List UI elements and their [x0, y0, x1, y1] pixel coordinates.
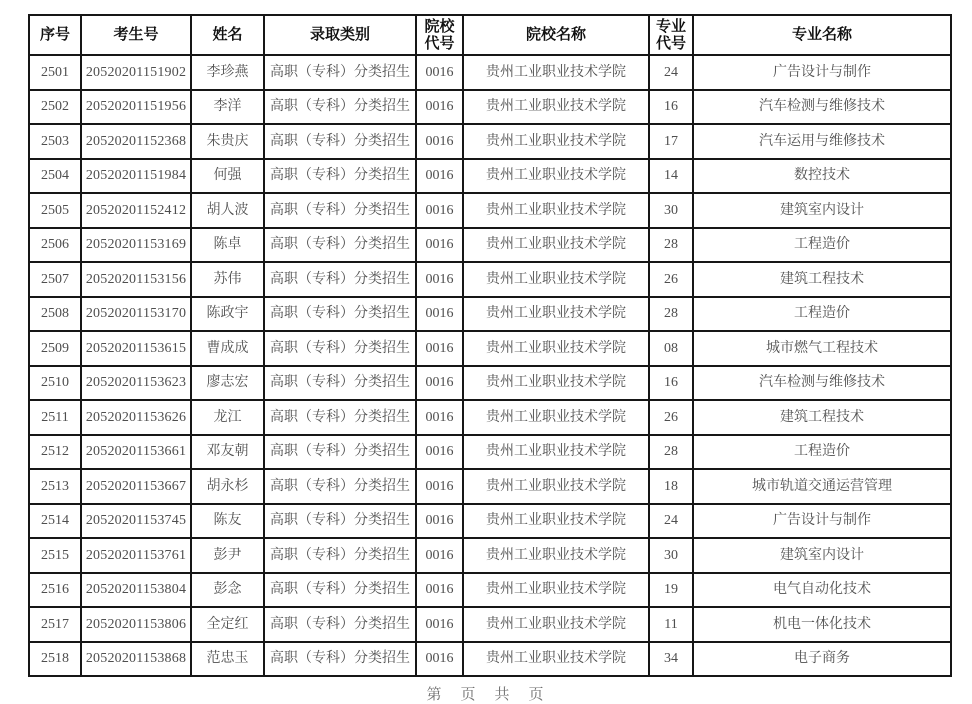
cell-seq: 2501 — [29, 55, 81, 90]
cell-name: 胡人波 — [191, 193, 264, 228]
cell-category: 高职（专科）分类招生 — [264, 400, 416, 435]
cell-college-name: 贵州工业职业技术学院 — [463, 469, 649, 504]
page-footer: 第 页 共 页 — [426, 687, 546, 703]
cell-seq: 2516 — [29, 573, 81, 608]
cell-major-name: 建筑工程技术 — [693, 400, 951, 435]
admission-list-table — [28, 14, 952, 677]
cell-category: 高职（专科）分类招生 — [264, 607, 416, 642]
cell-college-name: 贵州工业职业技术学院 — [463, 55, 649, 90]
cell-major-name: 汽车检测与维修技术 — [693, 90, 951, 125]
cell-major-code: 26 — [649, 262, 693, 297]
cell-exam-no: 20520201153615 — [81, 331, 191, 366]
cell-category: 高职（专科）分类招生 — [264, 435, 416, 470]
table-row — [29, 331, 951, 366]
cell-name: 何强 — [191, 159, 264, 194]
cell-college-name: 贵州工业职业技术学院 — [463, 366, 649, 401]
cell-college-code: 0016 — [416, 90, 463, 125]
cell-college-name: 贵州工业职业技术学院 — [463, 262, 649, 297]
cell-category: 高职（专科）分类招生 — [264, 538, 416, 573]
cell-category: 高职（专科）分类招生 — [264, 331, 416, 366]
cell-major-name: 广告设计与制作 — [693, 504, 951, 539]
cell-exam-no: 20520201153661 — [81, 435, 191, 470]
table-row — [29, 262, 951, 297]
cell-college-code: 0016 — [416, 124, 463, 159]
cell-college-code: 0016 — [416, 504, 463, 539]
cell-category: 高职（专科）分类招生 — [264, 262, 416, 297]
table-row — [29, 469, 951, 504]
cell-college-code: 0016 — [416, 262, 463, 297]
table-row — [29, 607, 951, 642]
column-header-name: 姓名 — [191, 15, 264, 55]
cell-major-code: 28 — [649, 228, 693, 263]
column-header-major-code: 专业代号 — [649, 15, 693, 55]
cell-college-code: 0016 — [416, 573, 463, 608]
cell-category: 高职（专科）分类招生 — [264, 297, 416, 332]
cell-name: 彭尹 — [191, 538, 264, 573]
cell-major-name: 建筑室内设计 — [693, 193, 951, 228]
cell-exam-no: 20520201153667 — [81, 469, 191, 504]
cell-college-name: 贵州工业职业技术学院 — [463, 90, 649, 125]
cell-category: 高职（专科）分类招生 — [264, 573, 416, 608]
cell-major-code: 34 — [649, 642, 693, 677]
cell-major-code: 16 — [649, 366, 693, 401]
cell-name: 李珍燕 — [191, 55, 264, 90]
cell-name: 陈政宇 — [191, 297, 264, 332]
cell-exam-no: 20520201153868 — [81, 642, 191, 677]
cell-name: 陈友 — [191, 504, 264, 539]
cell-college-name: 贵州工业职业技术学院 — [463, 642, 649, 677]
table-row — [29, 573, 951, 608]
table-row — [29, 159, 951, 194]
cell-major-code: 14 — [649, 159, 693, 194]
cell-major-code: 19 — [649, 573, 693, 608]
cell-seq: 2506 — [29, 228, 81, 263]
cell-exam-no: 20520201151956 — [81, 90, 191, 125]
header-row — [29, 15, 951, 55]
cell-exam-no: 20520201152368 — [81, 124, 191, 159]
cell-category: 高职（专科）分类招生 — [264, 642, 416, 677]
cell-college-name: 贵州工业职业技术学院 — [463, 193, 649, 228]
cell-exam-no: 20520201151984 — [81, 159, 191, 194]
cell-exam-no: 20520201153169 — [81, 228, 191, 263]
cell-name: 陈卓 — [191, 228, 264, 263]
cell-exam-no: 20520201153761 — [81, 538, 191, 573]
cell-major-name: 建筑室内设计 — [693, 538, 951, 573]
cell-exam-no: 20520201153806 — [81, 607, 191, 642]
cell-seq: 2503 — [29, 124, 81, 159]
cell-college-code: 0016 — [416, 55, 463, 90]
table-row — [29, 90, 951, 125]
cell-major-code: 17 — [649, 124, 693, 159]
cell-category: 高职（专科）分类招生 — [264, 124, 416, 159]
cell-college-code: 0016 — [416, 297, 463, 332]
cell-college-name: 贵州工业职业技术学院 — [463, 607, 649, 642]
cell-college-name: 贵州工业职业技术学院 — [463, 297, 649, 332]
cell-college-code: 0016 — [416, 607, 463, 642]
table-header — [29, 15, 951, 55]
cell-major-name: 广告设计与制作 — [693, 55, 951, 90]
table-row — [29, 228, 951, 263]
cell-name: 苏伟 — [191, 262, 264, 297]
cell-college-name: 贵州工业职业技术学院 — [463, 538, 649, 573]
cell-major-code: 28 — [649, 435, 693, 470]
cell-name: 朱贵庆 — [191, 124, 264, 159]
table-row — [29, 642, 951, 677]
cell-seq: 2511 — [29, 400, 81, 435]
cell-college-name: 贵州工业职业技术学院 — [463, 124, 649, 159]
cell-category: 高职（专科）分类招生 — [264, 90, 416, 125]
cell-major-code: 24 — [649, 55, 693, 90]
cell-college-code: 0016 — [416, 228, 463, 263]
cell-college-code: 0016 — [416, 400, 463, 435]
cell-seq: 2514 — [29, 504, 81, 539]
cell-major-code: 28 — [649, 297, 693, 332]
cell-exam-no: 20520201153745 — [81, 504, 191, 539]
table-row — [29, 504, 951, 539]
cell-major-name: 建筑工程技术 — [693, 262, 951, 297]
table-row — [29, 435, 951, 470]
column-header-major-name: 专业名称 — [693, 15, 951, 55]
cell-name: 曹成成 — [191, 331, 264, 366]
column-header-college-code: 院校代号 — [416, 15, 463, 55]
cell-seq: 2515 — [29, 538, 81, 573]
table-row — [29, 124, 951, 159]
cell-category: 高职（专科）分类招生 — [264, 469, 416, 504]
cell-major-name: 数控技术 — [693, 159, 951, 194]
column-header-exam-no: 考生号 — [81, 15, 191, 55]
cell-major-name: 工程造价 — [693, 297, 951, 332]
cell-name: 廖志宏 — [191, 366, 264, 401]
cell-exam-no: 20520201151902 — [81, 55, 191, 90]
cell-name: 全定红 — [191, 607, 264, 642]
cell-college-name: 贵州工业职业技术学院 — [463, 504, 649, 539]
cell-name: 邓友朝 — [191, 435, 264, 470]
cell-college-code: 0016 — [416, 469, 463, 504]
cell-major-name: 城市轨道交通运营管理 — [693, 469, 951, 504]
cell-college-code: 0016 — [416, 538, 463, 573]
cell-major-name: 汽车检测与维修技术 — [693, 366, 951, 401]
cell-seq: 2513 — [29, 469, 81, 504]
cell-major-name: 汽车运用与维修技术 — [693, 124, 951, 159]
cell-exam-no: 20520201152412 — [81, 193, 191, 228]
cell-category: 高职（专科）分类招生 — [264, 504, 416, 539]
cell-college-name: 贵州工业职业技术学院 — [463, 435, 649, 470]
cell-major-name: 电子商务 — [693, 642, 951, 677]
cell-category: 高职（专科）分类招生 — [264, 159, 416, 194]
table-body — [29, 55, 951, 676]
cell-major-code: 11 — [649, 607, 693, 642]
cell-major-code: 26 — [649, 400, 693, 435]
cell-major-code: 24 — [649, 504, 693, 539]
cell-college-code: 0016 — [416, 366, 463, 401]
cell-name: 李洋 — [191, 90, 264, 125]
cell-major-name: 机电一体化技术 — [693, 607, 951, 642]
cell-seq: 2505 — [29, 193, 81, 228]
cell-category: 高职（专科）分类招生 — [264, 228, 416, 263]
cell-exam-no: 20520201153623 — [81, 366, 191, 401]
cell-category: 高职（专科）分类招生 — [264, 55, 416, 90]
cell-major-code: 08 — [649, 331, 693, 366]
cell-major-code: 30 — [649, 538, 693, 573]
cell-major-code: 16 — [649, 90, 693, 125]
cell-college-name: 贵州工业职业技术学院 — [463, 228, 649, 263]
cell-major-code: 30 — [649, 193, 693, 228]
cell-name: 彭念 — [191, 573, 264, 608]
column-header-college-name: 院校名称 — [463, 15, 649, 55]
table-row — [29, 297, 951, 332]
cell-college-code: 0016 — [416, 331, 463, 366]
cell-major-name: 工程造价 — [693, 228, 951, 263]
cell-seq: 2508 — [29, 297, 81, 332]
cell-category: 高职（专科）分类招生 — [264, 193, 416, 228]
cell-major-code: 18 — [649, 469, 693, 504]
cell-seq: 2509 — [29, 331, 81, 366]
cell-college-code: 0016 — [416, 193, 463, 228]
cell-exam-no: 20520201153170 — [81, 297, 191, 332]
cell-seq: 2510 — [29, 366, 81, 401]
cell-seq: 2502 — [29, 90, 81, 125]
cell-seq: 2507 — [29, 262, 81, 297]
cell-major-name: 工程造价 — [693, 435, 951, 470]
column-header-seq: 序号 — [29, 15, 81, 55]
cell-seq: 2504 — [29, 159, 81, 194]
cell-name: 龙江 — [191, 400, 264, 435]
cell-seq: 2512 — [29, 435, 81, 470]
cell-college-code: 0016 — [416, 435, 463, 470]
table-row — [29, 193, 951, 228]
cell-college-code: 0016 — [416, 159, 463, 194]
cell-exam-no: 20520201153156 — [81, 262, 191, 297]
cell-exam-no: 20520201153804 — [81, 573, 191, 608]
cell-name: 胡永杉 — [191, 469, 264, 504]
cell-major-name: 电气自动化技术 — [693, 573, 951, 608]
cell-college-name: 贵州工业职业技术学院 — [463, 573, 649, 608]
column-header-category: 录取类别 — [264, 15, 416, 55]
cell-category: 高职（专科）分类招生 — [264, 366, 416, 401]
table-row — [29, 55, 951, 90]
cell-college-code: 0016 — [416, 642, 463, 677]
cell-college-name: 贵州工业职业技术学院 — [463, 159, 649, 194]
table-row — [29, 366, 951, 401]
cell-college-name: 贵州工业职业技术学院 — [463, 400, 649, 435]
cell-exam-no: 20520201153626 — [81, 400, 191, 435]
cell-major-name: 城市燃气工程技术 — [693, 331, 951, 366]
cell-college-name: 贵州工业职业技术学院 — [463, 331, 649, 366]
table-row — [29, 400, 951, 435]
cell-seq: 2518 — [29, 642, 81, 677]
table-row — [29, 538, 951, 573]
cell-name: 范忠玉 — [191, 642, 264, 677]
cell-seq: 2517 — [29, 607, 81, 642]
